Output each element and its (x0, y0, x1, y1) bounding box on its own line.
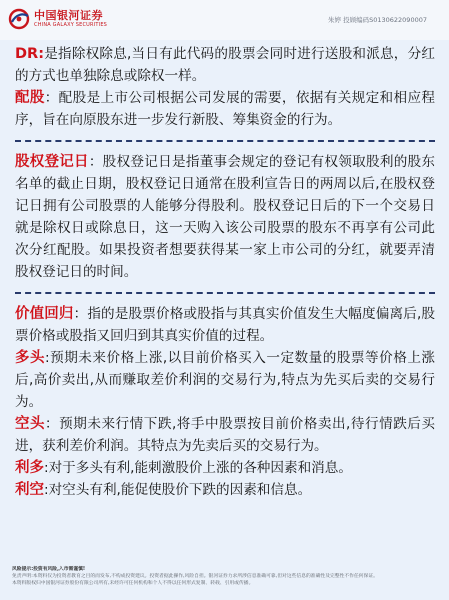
glossary-content (15, 40, 435, 501)
brand-logo (8, 8, 107, 30)
term-long: 多头 (15, 350, 46, 366)
header (0, 0, 449, 40)
term-rights-issue: 配股 (15, 90, 45, 106)
section-divider (15, 131, 435, 151)
disclaimer-line-1: 免责声明:本资料仅为投资者教育之目的而发布,不构成投资建议。投资者据此操作,风险自担。银河证券力求所涉信息准确可靠,但对这些信息的准确性及完整性不作任何保证。 (12, 574, 378, 579)
entry-record-date (15, 151, 435, 283)
term-record-date: 股权登记日 (15, 154, 89, 170)
definition-long: :预期未来价格上涨,以目前价格买入一定数量的股票等价格上涨后,高价卖出,从而赚取差价利润的交易行为,特点为先买后卖的交易行为。 (15, 350, 436, 410)
risk-warning: 风险提示:投资有风险,入市需谨慎! (12, 567, 86, 572)
advisor-code: 朱婷 投顾编码S0130622090007 (328, 16, 427, 24)
term-bearish: 利空 (15, 482, 44, 498)
logo-name-cn: 中国银河证券 (34, 9, 103, 22)
logo-name-en: CHINA GALAXY SECURITIES (34, 22, 108, 28)
definition-record-date: ：股权登记日是指董事会规定的登记有权领取股利的股东名单的截止日期，股权登记日通常在股利宣告日的两周以后,在股权登记日拥有公司股票的人能够分得股利。股权登记日后的下一个交易日就是除权日或除息日，这一天购入该公司股票的股东不再享有公司此次分红配股。如果投资者想要获得某一家上市公司的分红，就要弄清股权登记日的时间。 (15, 154, 436, 280)
definition-dr: 是指除权除息,当日有此代码的股票会同时进行送股和派息，分红的方式也单独除息或除权一样。 (15, 46, 435, 84)
term-bullish: 利多 (15, 460, 44, 476)
entry-bullish (15, 457, 435, 479)
china-galaxy-logo-icon (8, 8, 30, 30)
definition-rights-issue: ：配股是上市公司根据公司发展的需要，依据有关规定和相应程序，旨在向原股东进一步发行新股、筹集资金的行为。 (15, 90, 436, 128)
entry-dr (15, 43, 435, 87)
entry-long (15, 347, 435, 413)
disclaimer-line-2: 本资料版权归中国银河证券股份有限公司所有,未经许可任何机构和个人不得以任何形式复制、转载、引用或传播。 (12, 581, 254, 586)
definition-short: ：预期未来行情下跌,将手中股票按目前价格卖出,待行情跌后买进，获利差价利润。其特点为先卖后买的交易行为。 (15, 416, 436, 454)
entry-short (15, 413, 435, 457)
entry-bearish (15, 479, 435, 501)
section-divider (15, 283, 435, 303)
entry-value-reversion (15, 303, 435, 347)
disclaimer (12, 566, 437, 587)
term-value-reversion: 价值回归 (15, 306, 74, 322)
definition-bearish: :对空头有利,能促使股价下跌的因素和信息。 (44, 482, 312, 498)
term-dr: DR: (15, 46, 44, 62)
term-short: 空头 (15, 416, 46, 432)
definition-bullish: :对于多头有利,能刺激股价上涨的各种因素和消息。 (44, 460, 352, 476)
entry-rights-issue (15, 87, 435, 131)
definition-value-reversion: ：指的是股票价格或股指与其真实价值发生大幅度偏离后,股票价格或股指又回归到其真实价值的过程。 (15, 306, 436, 344)
